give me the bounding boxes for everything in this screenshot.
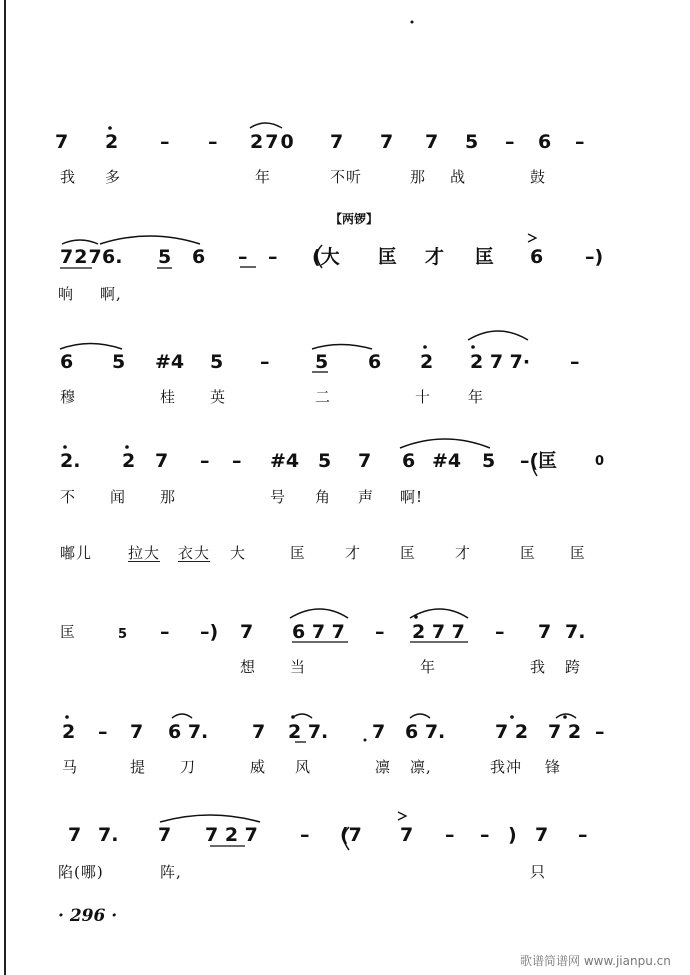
lyric: 跨 — [565, 658, 582, 676]
lyric: 声 — [358, 488, 375, 506]
note: #4 — [432, 450, 462, 472]
dash: – — [505, 131, 515, 153]
dash: – — [445, 824, 455, 846]
accent-mark — [528, 234, 536, 242]
dash: – — [238, 246, 248, 268]
octave-dot — [563, 715, 567, 719]
lyric: 风 — [295, 758, 312, 776]
lyric: 想 — [240, 658, 257, 676]
note: (7 — [340, 824, 362, 846]
octave-dot — [63, 445, 67, 449]
note: 5 — [315, 351, 329, 373]
dash: – — [208, 131, 218, 153]
page-number: · 296 · — [58, 906, 118, 926]
lyric: 啊! — [400, 488, 424, 506]
dash: – — [268, 246, 278, 268]
note: 7 — [535, 824, 549, 846]
note: 7 — [358, 450, 372, 472]
note: 7 — [158, 824, 172, 846]
lyric: 鼓 — [530, 168, 547, 186]
percussion: 拉大 — [128, 544, 161, 562]
lyric: 提 — [130, 758, 147, 776]
slur-mark — [290, 609, 348, 618]
percussion: 嘟儿 — [60, 544, 93, 562]
dot-mark — [364, 739, 367, 742]
lyric: 只 — [530, 863, 547, 881]
slur-mark — [312, 345, 372, 350]
lyric: 闻 — [110, 488, 127, 506]
slur-mark — [60, 344, 122, 350]
dash: – — [575, 131, 585, 153]
page-edge-rule — [4, 0, 6, 975]
lyric: 那 — [160, 488, 177, 506]
dash: –) — [585, 246, 604, 268]
slur-mark — [250, 123, 282, 128]
note: 7 — [240, 621, 254, 643]
note: 2 — [62, 721, 76, 743]
lyric: 战 — [450, 168, 467, 186]
lyric: 年 — [420, 658, 437, 676]
lyric: 当 — [290, 658, 307, 676]
slur-mark — [410, 609, 468, 618]
lyric: 刀 — [180, 758, 197, 776]
note-group: 270 — [250, 131, 296, 153]
lyric: 年 — [468, 388, 485, 406]
percussion: –(匡 — [520, 450, 558, 472]
slur-mark — [292, 714, 312, 718]
lyric: 多 — [105, 168, 122, 186]
section-label: 【两锣】 — [330, 212, 379, 226]
note: #4 — [270, 450, 300, 472]
lyric: 号 — [270, 488, 287, 506]
note: 7 — [538, 621, 552, 643]
slur-mark — [556, 714, 576, 718]
lyric: 我冲 — [490, 758, 523, 776]
note: 7 — [155, 450, 169, 472]
octave-dot — [423, 345, 427, 349]
lyric: 啊, — [100, 285, 122, 303]
lyric: 凛, — [410, 758, 432, 776]
dash: – — [300, 824, 310, 846]
note: 5 — [465, 131, 479, 153]
lyric: 响 — [58, 285, 75, 303]
watermark: 歌谱简谱网 www.jianpu.cn — [520, 954, 671, 968]
lyric: 不听 — [330, 168, 363, 186]
note: 5 — [118, 627, 128, 642]
percussion: 匡 — [290, 544, 307, 562]
lyric: 阵, — [160, 863, 182, 881]
lyric: 不 — [60, 488, 77, 506]
note: 7 — [330, 131, 344, 153]
percussion: 大 — [230, 544, 247, 562]
note: 2. — [60, 450, 81, 472]
octave-dot — [108, 126, 112, 130]
lyric: 锋 — [545, 758, 562, 776]
octave-dot — [125, 445, 129, 449]
note: 7. — [98, 824, 119, 846]
percussion: 匡 — [520, 544, 537, 562]
percussion: 匡 — [570, 544, 587, 562]
octave-dot — [510, 715, 514, 719]
dash: – — [160, 131, 170, 153]
note: 7 — [252, 721, 266, 743]
slur-mark — [160, 815, 260, 822]
percussion: 匡 — [400, 544, 417, 562]
lyric: 那 — [410, 168, 427, 186]
note: 5 — [210, 351, 224, 373]
lyric: 我 — [530, 658, 547, 676]
dash: – — [375, 621, 385, 643]
percussion: 才 — [425, 246, 445, 268]
slur-mark — [410, 714, 430, 718]
percussion: 匡 — [475, 246, 495, 268]
note-group: 6 7. — [405, 721, 446, 743]
lyric: 凛 — [375, 758, 392, 776]
note: 5 — [318, 450, 332, 472]
note: 6 — [538, 131, 552, 153]
dash: – — [570, 351, 580, 373]
lyric: 马 — [62, 758, 79, 776]
dash: – — [232, 450, 242, 472]
slur-mark — [400, 439, 490, 448]
note: 6. — [102, 246, 123, 268]
lyric: 年 — [255, 168, 272, 186]
note: 7 — [372, 721, 386, 743]
note-group: 7 2 — [495, 721, 529, 743]
note: 7 — [400, 824, 414, 846]
note: 6 — [60, 351, 74, 373]
accent-mark — [398, 812, 406, 820]
note: 6 — [368, 351, 382, 373]
dash: – — [160, 621, 170, 643]
note: 0 — [595, 454, 605, 469]
note: 2 — [122, 450, 136, 472]
lyric: 穆 — [60, 388, 77, 406]
dash: – — [98, 721, 108, 743]
note: 5 — [112, 351, 126, 373]
lyric: 陷(哪) — [58, 863, 104, 881]
note-group: 7 2 — [548, 721, 582, 743]
note: #4 — [155, 351, 185, 373]
note: 5 — [482, 450, 496, 472]
note: 5 — [158, 246, 172, 268]
dash: – — [578, 824, 588, 846]
note-group: 6 7 7 — [292, 621, 345, 643]
dash: – — [495, 621, 505, 643]
bracket: ) — [508, 824, 517, 846]
note-group: 2 7 7· — [470, 351, 531, 373]
note: 7 — [68, 824, 82, 846]
percussion: 才 — [345, 544, 362, 562]
octave-dot — [291, 715, 295, 719]
note-group: 2 7 7 — [412, 621, 465, 643]
lyric: 威 — [250, 758, 267, 776]
dot-mark — [411, 21, 414, 24]
slur-mark — [62, 240, 98, 244]
note-group: 2 7. — [288, 721, 329, 743]
note: 7 — [55, 131, 69, 153]
percussion: 匡 — [378, 246, 398, 268]
lyric: 角 — [315, 488, 332, 506]
note: 6 — [192, 246, 206, 268]
note-group: 6 7. — [168, 721, 209, 743]
lyric: 十 — [415, 388, 432, 406]
octave-dot — [471, 345, 475, 349]
octave-dot — [65, 715, 69, 719]
dash: –) — [200, 621, 219, 643]
note-group: 727 — [60, 246, 103, 268]
dash: – — [200, 450, 210, 472]
note: 2 — [105, 131, 119, 153]
percussion: (大 — [312, 246, 340, 268]
percussion: 衣大 — [178, 544, 211, 562]
slur-mark — [100, 236, 200, 244]
note-group: 7 2 7 — [205, 824, 258, 846]
note: 7 — [425, 131, 439, 153]
note: 6 — [530, 246, 544, 268]
dash: – — [595, 721, 605, 743]
note: 6 — [402, 450, 416, 472]
slur-mark — [468, 331, 528, 340]
lyric: 英 — [210, 388, 227, 406]
octave-dot — [414, 615, 418, 619]
dash: – — [480, 824, 490, 846]
slur-mark — [172, 714, 192, 718]
percussion: 才 — [455, 544, 472, 562]
note: 7 — [380, 131, 394, 153]
lyric: 二 — [315, 388, 332, 406]
lyric: 桂 — [160, 388, 177, 406]
percussion: 匡 — [60, 623, 77, 641]
note: 2 — [420, 351, 434, 373]
note: 7. — [565, 621, 586, 643]
lyric: 我 — [60, 168, 77, 186]
dash: – — [260, 351, 270, 373]
note: 7 — [130, 721, 144, 743]
